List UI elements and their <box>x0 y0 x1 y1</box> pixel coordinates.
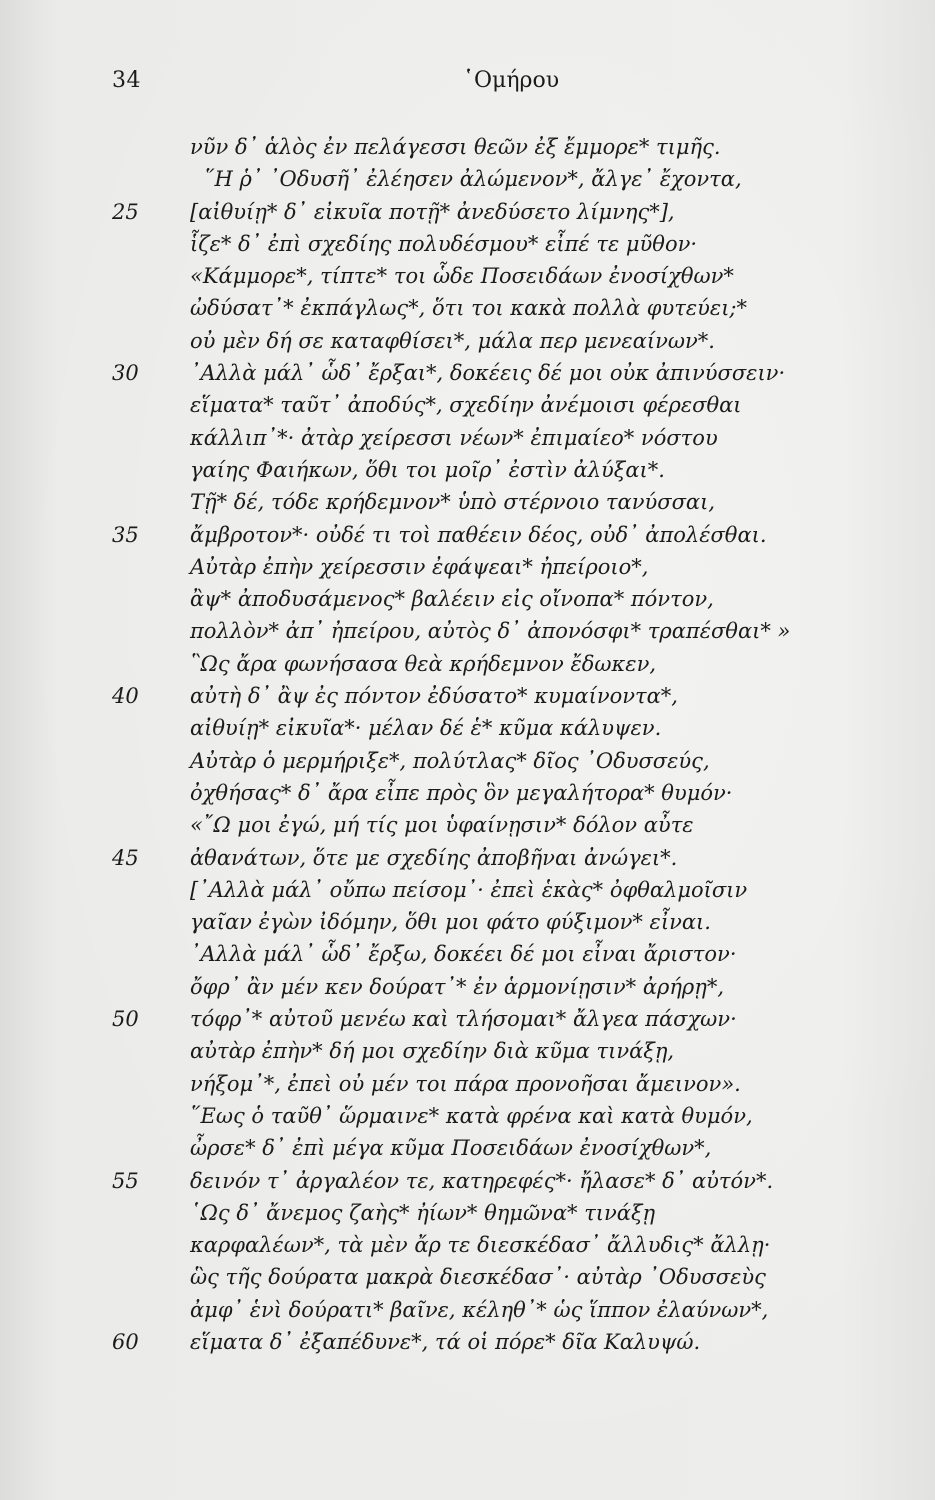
line-number: 35 <box>112 522 139 547</box>
line-number: 40 <box>112 684 139 709</box>
verse-text: ῾Ως δ᾽ ἄνεμος ζαὴς* ἠίων* θημῶνα* τινάξῃ <box>190 1200 656 1225</box>
verse-line <box>0 712 935 744</box>
verse-text: «Κάμμορε*, τίπτε* τοι ὧδε Ποσειδάων ἐνοσίχθων* <box>190 264 734 289</box>
line-number: 25 <box>112 199 139 224</box>
verse-line <box>0 1326 935 1358</box>
verse-line <box>0 131 935 163</box>
verse-line <box>0 389 935 421</box>
verse-block <box>0 131 935 1358</box>
verse-line <box>0 1294 935 1326</box>
verse-text: ὀχθήσας* δ᾽ ἄρα εἶπε πρὸς ὃν μεγαλήτορα* θυμόν· <box>190 780 733 805</box>
verse-text: δεινόν τ᾽ ἀργαλέον τε, κατηρεφές*· ἤλασε* δ᾽ αὐτόν*. <box>190 1168 774 1193</box>
line-number: 55 <box>112 1168 139 1193</box>
verse-line <box>0 1165 935 1197</box>
verse-text: ὣς τῆς δούρατα μακρὰ διεσκέδασ᾽· αὐτὰρ ᾿Οδυσσεὺς <box>190 1265 766 1290</box>
verse-text: καρφαλέων*, τὰ μὲν ἄρ τε διεσκέδασ᾽ ἄλλυδις* ἄλλῃ· <box>190 1233 771 1258</box>
verse-text: αἰθυίῃ* εἰκυῖα*· μέλαν δέ ἑ* κῦμα κάλυψεν. <box>190 716 662 741</box>
verse-text: ἷζε* δ᾽ ἐπὶ σχεδίης πολυδέσμου* εἶπέ τε μῦθον· <box>190 231 698 256</box>
verse-line <box>0 325 935 357</box>
verse-line <box>0 486 935 518</box>
verse-line <box>0 842 935 874</box>
verse-text: ἀμφ᾽ ἑνὶ δούρατι* βαῖνε, κέληθ᾽* ὡς ἵππον ἐλαύνων*, <box>190 1297 769 1322</box>
verse-text: γαῖαν ἐγὼν ἰδόμην, ὅθι μοι φάτο φύξιμον* εἶναι. <box>190 910 711 935</box>
verse-text: Τῇ* δέ, τόδε κρήδεμνον* ὑπὸ στέρνοιο τανύσσαι, <box>190 490 715 515</box>
verse-line <box>0 260 935 292</box>
line-number: 30 <box>112 361 139 386</box>
verse-line <box>0 615 935 647</box>
verse-text: Αὐτὰρ ὁ μερμήριξε*, πολύτλας* δῖος ᾿Οδυσσεύς, <box>190 748 710 773</box>
verse-line <box>0 1035 935 1067</box>
verse-line <box>0 1197 935 1229</box>
verse-line <box>0 1229 935 1261</box>
verse-text: κάλλιπ᾽*· ἀτὰρ χείρεσσι νέων* ἐπιμαίεο* νόστου <box>190 425 718 450</box>
verse-text: ῞Η ῥ᾽ ᾿Οδυσῆ᾽ ἐλέησεν ἀλώμενον*, ἄλγε᾽ ἔχοντα, <box>204 167 742 192</box>
running-title: ῾Ομήρου <box>463 68 560 93</box>
verse-text: οὐ μὲν δή σε καταφθίσει*, μάλα περ μενεαίνων*. <box>190 328 715 353</box>
verse-line <box>0 292 935 324</box>
verse-text: ἀθανάτων, ὅτε με σχεδίης ἀποβῆναι ἀνώγει*. <box>190 845 678 870</box>
verse-text: αὐτὴ δ᾽ ἂψ ἐς πόντον ἐδύσατο* κυμαίνοντα*, <box>190 684 678 709</box>
verse-line <box>0 745 935 777</box>
verse-text: [᾿Αλλὰ μάλ᾽ οὔπω πείσομ᾽· ἐπεὶ ἑκὰς* ὀφθαλμοῖσιν <box>190 877 748 902</box>
verse-line <box>0 938 935 970</box>
verse-text: [αἰθυίῃ* δ᾽ εἰκυῖα ποτῇ* ἀνεδύσετο λίμνης*], <box>190 199 675 224</box>
verse-text: εἵματα δ᾽ ἐξαπέδυνε*, τά οἱ πόρε* δῖα Καλυψώ. <box>190 1329 701 1354</box>
verse-line <box>0 648 935 680</box>
verse-line <box>0 809 935 841</box>
verse-line <box>0 1261 935 1293</box>
verse-text: νῦν δ᾽ ἁλὸς ἐν πελάγεσσι θεῶν ἐξ ἔμμορε* τιμῆς. <box>190 135 721 159</box>
verse-line <box>0 228 935 260</box>
verse-text: εἵματα* ταῦτ᾽ ἀποδύς*, σχεδίην ἀνέμοισι φέρεσθαι <box>190 393 742 418</box>
verse-line <box>0 1100 935 1132</box>
page-header <box>0 68 935 102</box>
verse-line <box>0 906 935 938</box>
verse-text: πολλὸν* ἀπ᾽ ἠπείρου, αὐτὸς δ᾽ ἀπονόσφι* τραπέσθαι* » <box>190 619 791 644</box>
verse-text: ῞Εως ὁ ταῦθ᾽ ὥρμαινε* κατὰ φρένα καὶ κατὰ θυμόν, <box>190 1103 753 1128</box>
verse-text: ἂψ* ἀποδυσάμενος* βαλέειν εἰς οἴνοπα* πόντον, <box>190 587 714 612</box>
verse-line <box>0 551 935 583</box>
verse-text: Αὐτὰρ ἐπὴν χείρεσσιν ἐφάψεαι* ἠπείροιο*, <box>190 554 649 579</box>
verse-line <box>0 1068 935 1100</box>
verse-text: τόφρ᾽* αὐτοῦ μενέω καὶ τλήσομαι* ἄλγεα πάσχων· <box>190 1007 737 1032</box>
page-number: 34 <box>112 68 141 93</box>
verse-text: νήξομ᾽*, ἐπεὶ οὐ μέν τοι πάρα προνοῆσαι ἄμεινον». <box>190 1071 741 1096</box>
verse-line <box>0 519 935 551</box>
line-number: 60 <box>112 1329 139 1354</box>
verse-line <box>0 1003 935 1035</box>
verse-text: ὦρσε* δ᾽ ἐπὶ μέγα κῦμα Ποσειδάων ἐνοσίχθων*, <box>190 1136 712 1161</box>
verse-line <box>0 971 935 1003</box>
verse-line <box>0 583 935 615</box>
verse-line <box>0 680 935 712</box>
verse-text: «῎Ω μοι ἐγώ, μή τίς μοι ὑφαίνῃσιν* δόλον αὖτε <box>190 813 694 838</box>
verse-text: ᾿Αλλὰ μάλ᾽ ὧδ᾽ ἔρξαι*, δοκέεις δέ μοι οὐκ ἀπινύσσειν· <box>190 361 786 386</box>
verse-text: γαίης Φαιήκων, ὅθι τοι μοῖρ᾽ ἐστὶν ἀλύξαι*. <box>190 457 665 482</box>
verse-text: ῝Ως ἄρα φωνήσασα θεὰ κρήδεμνον ἔδωκεν, <box>190 651 657 676</box>
verse-text: ὄφρ᾽ ἂν μέν κεν δούρατ᾽* ἐν ἁρμονίῃσιν* ἀρήρῃ*, <box>190 974 725 999</box>
verse-text: ὠδύσατ᾽* ἐκπάγλως*, ὅτι τοι κακὰ πολλὰ φυτεύει;* <box>190 296 748 321</box>
verse-text: ᾿Αλλὰ μάλ᾽ ὧδ᾽ ἔρξω, δοκέει δέ μοι εἶναι ἄριστον· <box>190 942 737 967</box>
verse-line <box>0 454 935 486</box>
line-number: 50 <box>112 1007 139 1032</box>
verse-line <box>0 163 935 195</box>
line-number: 45 <box>112 845 139 870</box>
verse-line <box>0 422 935 454</box>
verse-line <box>0 196 935 228</box>
verse-line <box>0 357 935 389</box>
verse-text: αὐτὰρ ἐπὴν* δή μοι σχεδίην διὰ κῦμα τινάξῃ, <box>190 1039 675 1064</box>
verse-line <box>0 1132 935 1164</box>
verse-text: ἄμβροτον*· οὐδέ τι τοὶ παθέειν δέος, οὐδ᾽ ἀπολέσθαι. <box>190 522 767 547</box>
verse-line <box>0 874 935 906</box>
verse-line <box>0 777 935 809</box>
